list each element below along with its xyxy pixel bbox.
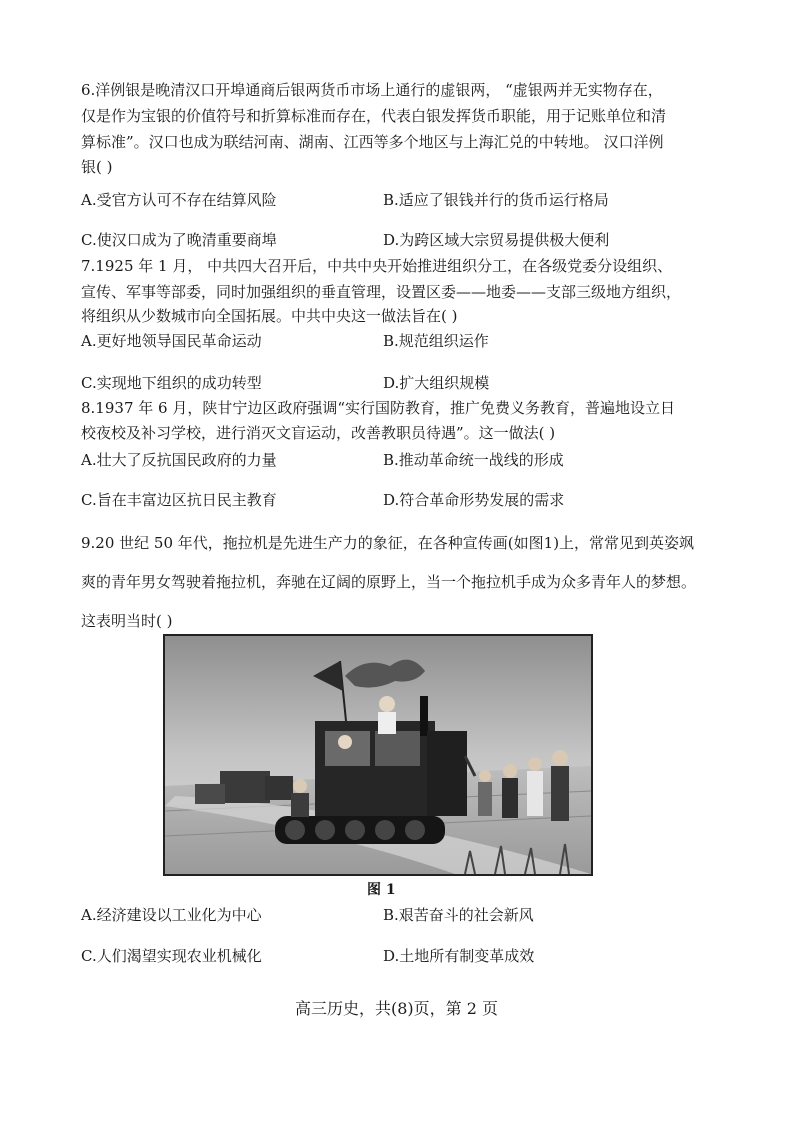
- q8-option-d: D.符合革命形势发展的需求: [383, 491, 565, 509]
- q7-stem-line-3: 将组织从少数城市向全国拓展。中共中央这一做法旨在( ): [81, 307, 458, 325]
- q9-stem-line-2: 爽的青年男女驾驶着拖拉机，奔驰在辽阔的原野上，当一个拖拉机手成为众多青年人的梦想。: [81, 573, 697, 591]
- tractor-illustration-drawing: [165, 636, 591, 874]
- q6-option-c: C.使汉口成为了晚清重要商埠: [81, 231, 277, 249]
- q7-option-c: C.实现地下组织的成功转型: [81, 374, 262, 392]
- q8-option-c: C.旨在丰富边区抗日民主教育: [81, 491, 277, 509]
- tractor-propaganda-illustration: [163, 634, 593, 876]
- q9-option-a: A.经济建设以工业化为中心: [81, 906, 262, 924]
- q6-stem-line-3: 算标准”。汉口也成为联结河南、湖南、江西等多个地区与上海汇兑的中转地。 汉口洋例: [81, 133, 664, 151]
- q9-option-b: B.艰苦奋斗的社会新风: [383, 906, 534, 924]
- q8-option-b: B.推动革命统一战线的形成: [383, 451, 564, 469]
- q6-option-a: A.受官方认可不存在结算风险: [81, 191, 277, 209]
- q9-option-d: D.土地所有制变革成效: [383, 947, 535, 965]
- page-footer: 高三历史，共(8)页，第 2 页: [294, 999, 499, 1018]
- q6-stem-line-4: 银( ): [81, 158, 113, 176]
- q7-option-a: A.更好地领导国民革命运动: [81, 332, 262, 350]
- q8-stem-line-1: 8.1937 年 6 月，陕甘宁边区政府强调“实行国防教育，推广免费义务教育，普遍地设立日: [81, 399, 676, 417]
- figure-caption: 图 1: [367, 882, 396, 898]
- q6-option-d: D.为跨区域大宗贸易提供极大便利: [383, 231, 610, 249]
- q7-stem-line-2: 宣传、军事等部委，同时加强组织的垂直管理，设置区委——地委——支部三级地方组织，: [81, 283, 682, 301]
- q6-stem-line-1: 6.洋例银是晚清汉口开埠通商后银两货币市场上通行的虚银两， “虚银两并无实物存在，: [81, 81, 663, 99]
- q7-option-d: D.扩大组织规模: [383, 374, 490, 392]
- q8-stem-line-2: 校夜校及补习学校，进行消灭文盲运动，改善教职员待遇”。这一做法( ): [81, 424, 556, 442]
- q7-option-b: B.规范组织运作: [383, 332, 489, 350]
- q8-option-a: A.壮大了反抗国民政府的力量: [81, 451, 277, 469]
- q6-stem-line-2: 仅是作为宝银的价值符号和折算标准而存在，代表白银发挥货币职能，用于记账单位和清: [81, 107, 667, 125]
- q9-stem-line-1: 9.20 世纪 50 年代，拖拉机是先进生产力的象征，在各种宣传画(如图1)上，常常见到英姿飒: [81, 534, 695, 552]
- q9-stem-line-3: 这表明当时( ): [81, 612, 173, 630]
- q7-stem-line-1: 7.1925 年 1 月， 中共四大召开后，中共中央开始推进组织分工，在各级党委分设组织、: [81, 257, 673, 275]
- q6-option-b: B.适应了银钱并行的货币运行格局: [383, 191, 609, 209]
- q9-option-c: C.人们渴望实现农业机械化: [81, 947, 262, 965]
